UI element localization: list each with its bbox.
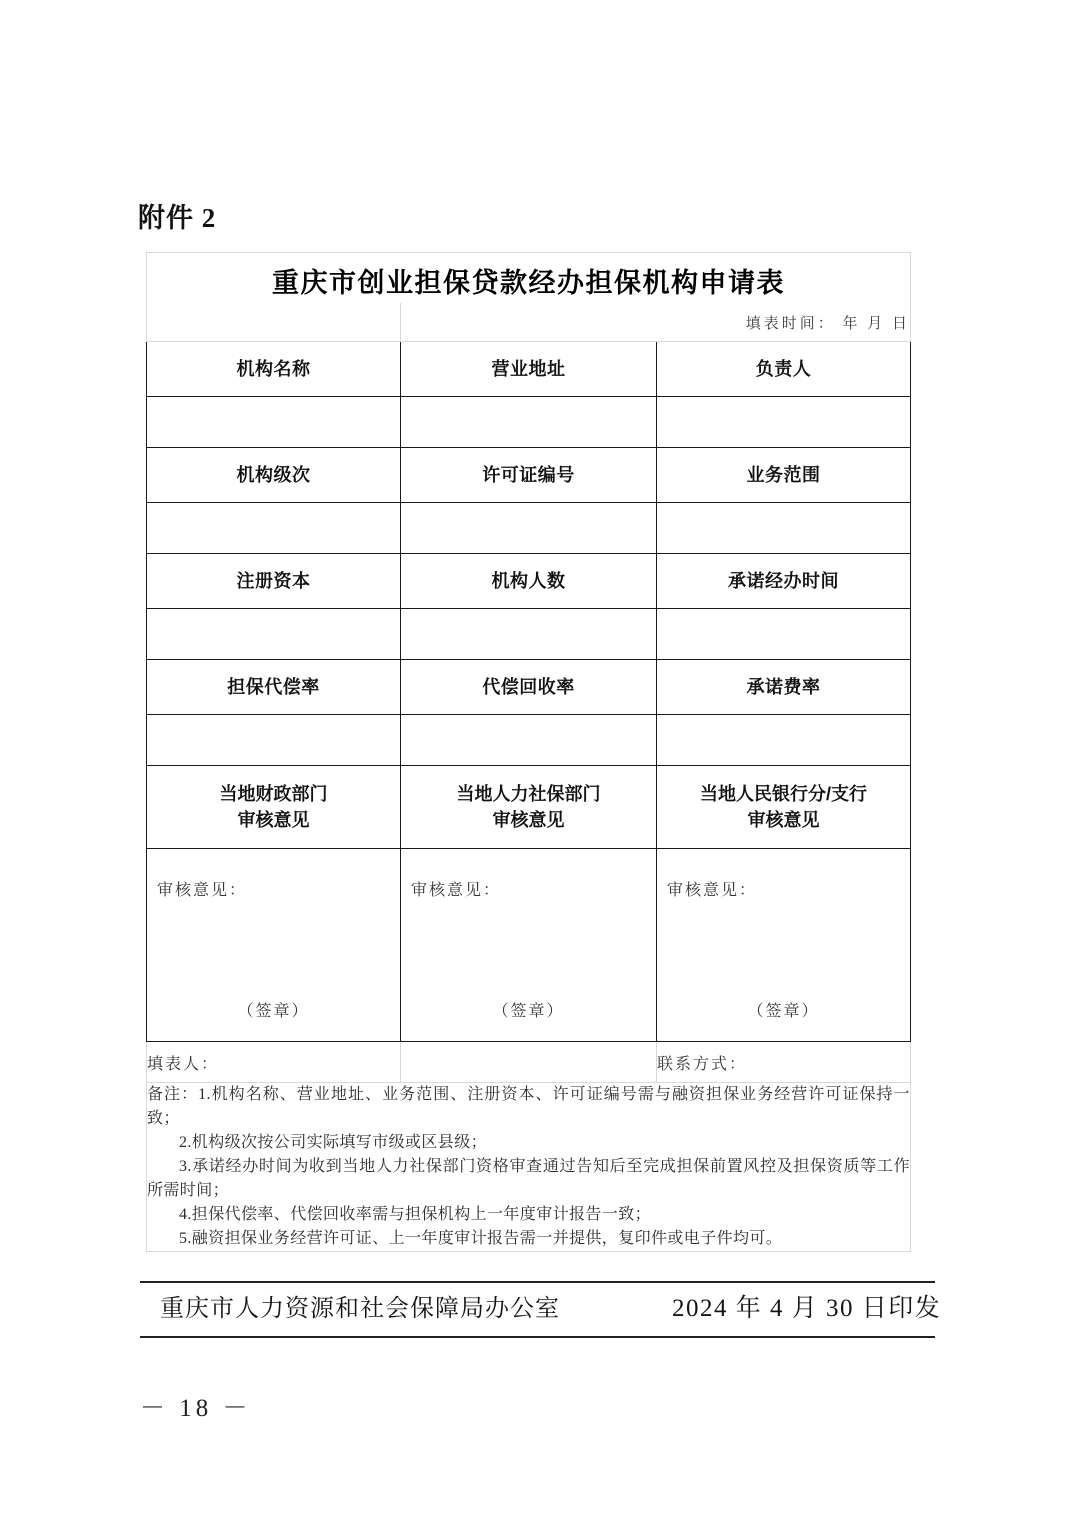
note-line-2: 2.机构级次按公司实际填写市级或区县级； xyxy=(179,1134,488,1151)
field-input-business-address[interactable] xyxy=(401,397,657,448)
fill-date-label: 填表时间： 年 月 日 xyxy=(401,303,911,342)
field-label-business-scope: 业务范围 xyxy=(657,448,911,503)
field-input-org-name[interactable] xyxy=(147,397,401,448)
review-header-hrss-line2: 审核意见 xyxy=(492,810,565,830)
field-input-staff-count[interactable] xyxy=(401,609,657,660)
field-label-compensation-recovery-rate: 代偿回收率 xyxy=(401,660,657,715)
field-label-org-name: 机构名称 xyxy=(147,342,401,397)
field-input-filler[interactable] xyxy=(401,1042,657,1083)
review-opinion-hrss[interactable] xyxy=(401,849,657,1042)
seal-placeholder: （签章） xyxy=(492,1003,565,1020)
table-row xyxy=(147,397,911,448)
table-row xyxy=(147,503,911,554)
form-title-cell xyxy=(147,253,911,304)
filler-contact-row xyxy=(147,1042,911,1083)
footer-rule-bottom xyxy=(140,1336,935,1338)
review-opinion-label: 审核意见： xyxy=(667,882,758,899)
review-header-hrss xyxy=(401,766,657,849)
field-input-registered-capital[interactable] xyxy=(147,609,401,660)
note-line-4: 4.担保代偿率、代偿回收率需与担保机构上一年度审计报告一致； xyxy=(179,1206,652,1223)
fill-date-row xyxy=(147,303,911,342)
note-line-1: 备注：1.机构名称、营业地址、业务范围、注册资本、许可证编号需与融资担保业务经营许可证保持一致； xyxy=(147,1086,911,1127)
review-header-pbc-line2: 审核意见 xyxy=(747,810,820,830)
field-input-responsible-person[interactable] xyxy=(657,397,911,448)
field-label-contact[interactable]: 联系方式： xyxy=(657,1042,911,1083)
seal-placeholder: （签章） xyxy=(747,1003,820,1020)
review-opinion-pbc[interactable] xyxy=(657,849,911,1042)
field-label-committed-processing-time: 承诺经办时间 xyxy=(657,554,911,609)
field-input-compensation-recovery-rate[interactable] xyxy=(401,715,657,766)
fill-date-blank-cell xyxy=(147,303,401,342)
review-header-finance xyxy=(147,766,401,849)
table-row xyxy=(147,342,911,397)
table-row xyxy=(147,715,911,766)
form-table xyxy=(146,252,911,1252)
review-opinion-finance[interactable] xyxy=(147,849,401,1042)
field-label-filler[interactable]: 填表人： xyxy=(147,1042,401,1083)
review-header-finance-line1: 当地财政部门 xyxy=(219,783,328,804)
field-input-committed-processing-time[interactable] xyxy=(657,609,911,660)
review-header-row xyxy=(147,766,911,849)
field-label-responsible-person: 负责人 xyxy=(657,342,911,397)
field-input-license-number[interactable] xyxy=(401,503,657,554)
application-form xyxy=(146,252,910,1252)
review-opinion-label: 审核意见： xyxy=(157,882,248,899)
field-input-org-level[interactable] xyxy=(147,503,401,554)
seal-placeholder: （签章） xyxy=(237,1003,310,1020)
notes-cell xyxy=(147,1083,911,1252)
review-opinion-hrss-inner xyxy=(401,849,656,1041)
review-header-pbc xyxy=(657,766,911,849)
form-title: 重庆市创业担保贷款经办担保机构申请表 xyxy=(272,267,785,298)
field-input-business-scope[interactable] xyxy=(657,503,911,554)
review-opinion-finance-inner xyxy=(147,849,400,1041)
attachment-label: 附件 2 xyxy=(138,203,217,233)
footer-rule-top xyxy=(140,1281,935,1283)
field-label-committed-fee-rate: 承诺费率 xyxy=(657,660,911,715)
review-header-pbc-line1: 当地人民银行分/支行 xyxy=(700,783,868,804)
footer-issuer: 重庆市人力资源和社会保障局办公室 xyxy=(160,1296,560,1322)
field-label-business-address: 营业地址 xyxy=(401,342,657,397)
table-row xyxy=(147,448,911,503)
review-opinion-pbc-inner xyxy=(657,849,910,1041)
field-input-committed-fee-rate[interactable] xyxy=(657,715,911,766)
field-label-license-number: 许可证编号 xyxy=(401,448,657,503)
review-opinion-row xyxy=(147,849,911,1042)
form-title-row xyxy=(147,253,911,304)
table-row xyxy=(147,609,911,660)
field-label-org-level: 机构级次 xyxy=(147,448,401,503)
review-header-finance-line2: 审核意见 xyxy=(237,810,310,830)
table-row xyxy=(147,554,911,609)
field-label-guarantee-compensation-rate: 担保代偿率 xyxy=(147,660,401,715)
field-label-registered-capital: 注册资本 xyxy=(147,554,401,609)
review-opinion-label: 审核意见： xyxy=(411,882,502,899)
field-label-staff-count: 机构人数 xyxy=(401,554,657,609)
note-line-3: 3.承诺经办时间为收到当地人力社保部门资格审查通过告知后至完成担保前置风控及担保资质等工作所需时间； xyxy=(147,1158,911,1199)
table-row xyxy=(147,660,911,715)
review-header-hrss-line1: 当地人力社保部门 xyxy=(456,783,601,804)
field-input-guarantee-compensation-rate[interactable] xyxy=(147,715,401,766)
page-number: － 18 － xyxy=(140,1395,252,1422)
notes-row xyxy=(147,1083,911,1252)
footer-issue-date: 2024 年 4 月 30 日印发 xyxy=(672,1295,942,1322)
note-line-5: 5.融资担保业务经营许可证、上一年度审计报告需一并提供，复印件或电子件均可。 xyxy=(179,1230,783,1247)
